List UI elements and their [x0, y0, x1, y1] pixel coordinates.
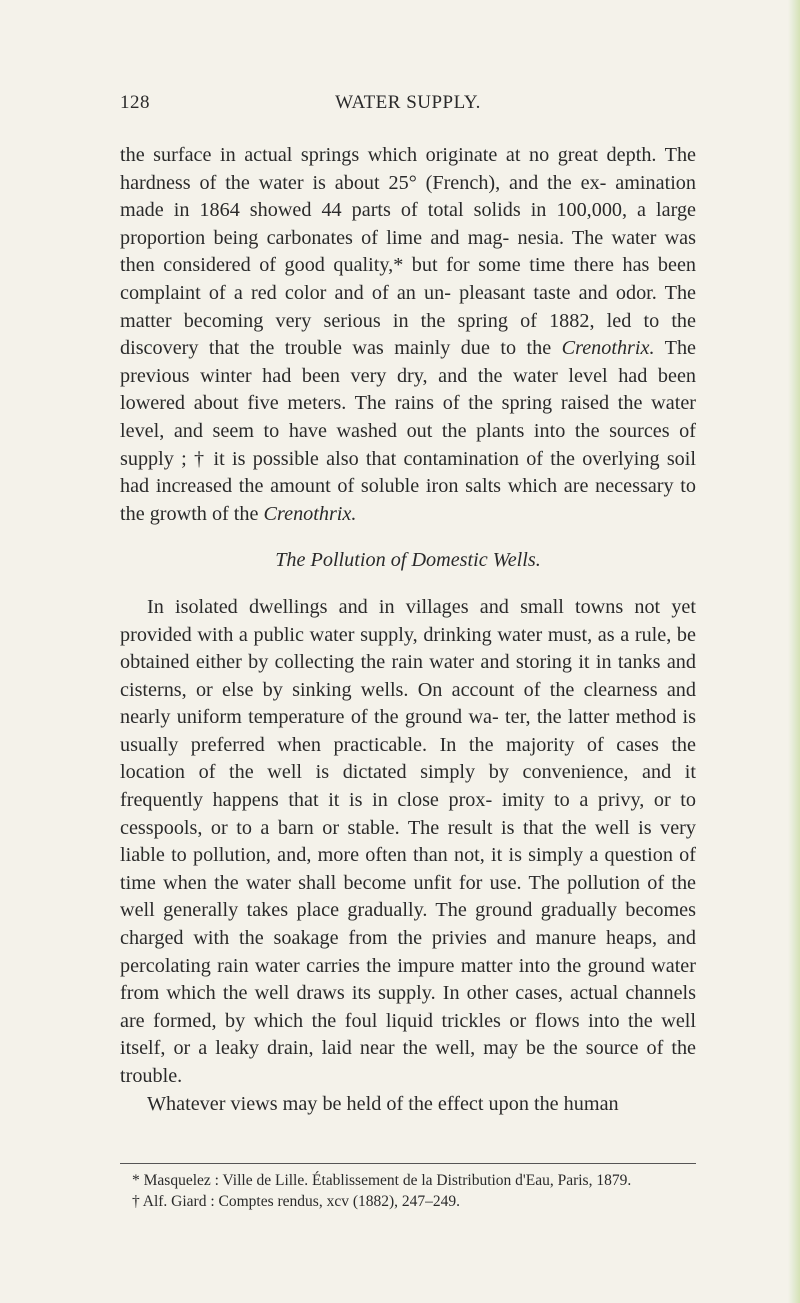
footnote-divider	[120, 1163, 696, 1164]
running-title: WATER SUPPLY.	[335, 92, 481, 113]
paragraph-text: the surface in actual springs which originate at no great depth. The hardness of the water is about 25° (French), and the ex- amination made in 1864 showed 44 parts of total solids in 100,000, a large proportion being carbonates of lime and mag- nesia. The water was then considered of good quality,* but for some time there has been complaint of a red color and of an un- pleasant taste and odor. The matter becoming very serious in the spring of 1882, led to the discovery that the trouble was mainly due to the	[120, 144, 696, 360]
page-edge-shadow	[788, 0, 800, 1303]
paragraph-continuation: Whatever views may be held of the effect upon the human	[147, 1092, 619, 1115]
paragraph-domestic-wells: In isolated dwellings and in villages and small towns not yet provided with a public water supply, drinking water must, as a rule, be obtained either by collecting the rain water and storing it in tanks and cisterns, or else by sinking wells. On account of the clearness and nearly uniform temperature of the ground wa- ter, the latter method is usually preferred when practicable. In the majority of cases the location of the well is dictated simply by convenience, and it frequently happens that it is in close prox- imity to a privy, or to cesspools, or to a barn or stable. The result is that the well is very liable to pollution, and, more often than not, it is simply a question of time when the water shall become unfit for use. The pollution of the well generally takes place gradually. The ground gradually becomes charged with the soakage from the privies and manure heaps, and percolating rain water carries the impure matter into the ground water from which the well draws its supply. In other cases, actual channels are formed, by which the foul liquid trickles or flows into the well itself, or a leaky drain, laid near the well, may be the source of the trouble.	[120, 595, 696, 1087]
footnotes	[132, 1170, 696, 1212]
page-number: 128	[120, 92, 150, 113]
paragraph-text: The previous winter had been very dry, and the water level had been lowered about five meters. The rains of the spring raised the water level, and seem to have washed out the plants into the sources of supply ; † it is possible also that contamination of the overlying soil had increased the amount of soluble iron salts which are necessary to the growth of the	[120, 337, 697, 525]
italic-term: Crenothrix.	[263, 502, 357, 525]
running-head	[120, 92, 696, 122]
section-heading: The Pollution of Domestic Wells.	[275, 549, 541, 572]
body-text	[120, 142, 696, 1118]
italic-term: Crenothrix.	[561, 337, 655, 360]
paragraph-crenothrix	[120, 142, 696, 528]
footnote-item: † Alf. Giard : Comptes rendus, xcv (1882), 247–249.	[132, 1193, 461, 1210]
footnote-item: * Masquelez : Ville de Lille. Établissement de la Distribution d'Eau, Paris, 1879.	[132, 1172, 632, 1189]
